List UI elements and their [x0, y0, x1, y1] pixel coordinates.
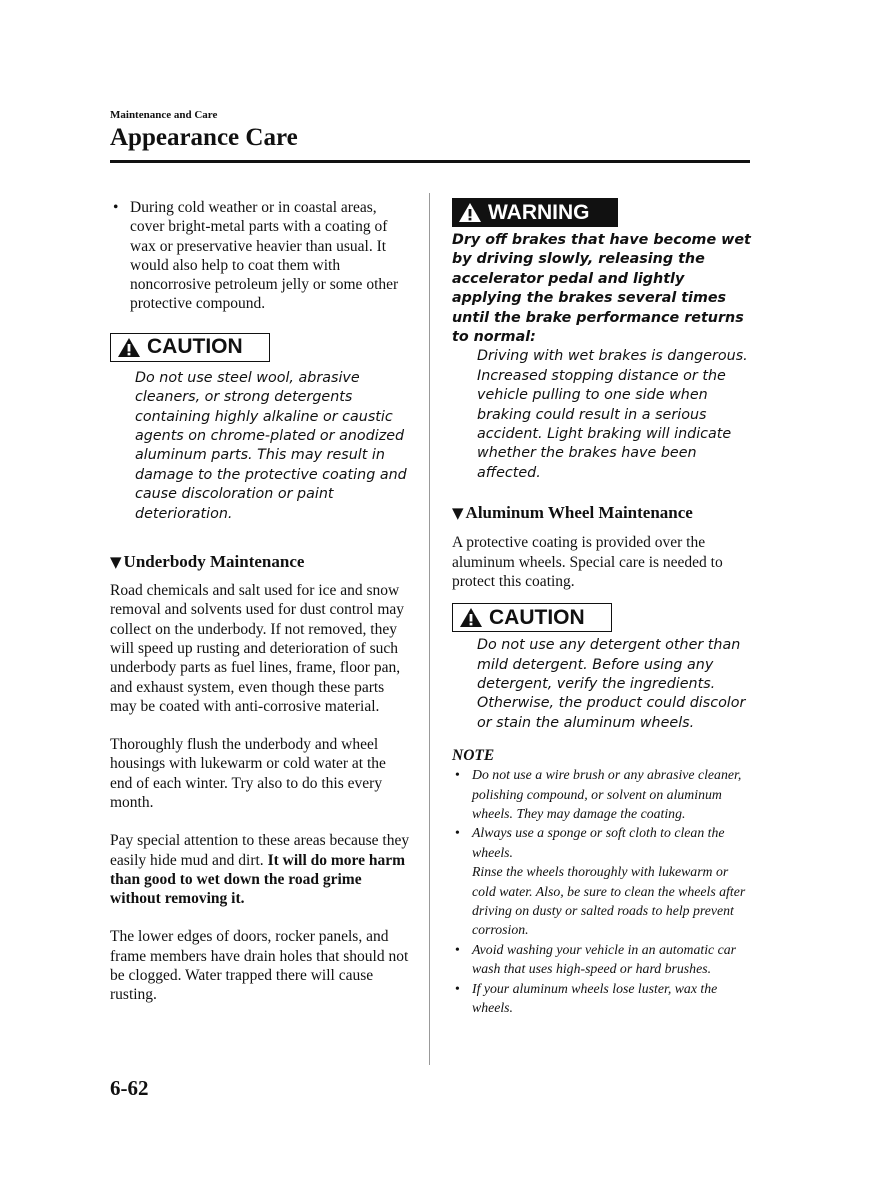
bullet-icon: • — [113, 199, 119, 216]
left-column — [110, 198, 410, 1005]
note-item — [452, 940, 752, 979]
drain-holes-paragraph: The lower edges of doors, rocker panels, and frame members have drain holes that should not be clogged. Water trapped there will cause rusting. — [110, 928, 409, 1004]
note-item-text: Do not use a wire brush or any abrasive cleaner, polishing compound, or solvent on aluminum wheels. They may damage the coating. — [472, 767, 742, 822]
note-item — [452, 823, 752, 939]
flush-paragraph: Thoroughly flush the underbody and wheel housings with lukewarm or cold water at the end of each winter. Try also to do this every month. — [110, 736, 386, 811]
aluminum-wheel-heading-label: Aluminum Wheel Maintenance — [465, 503, 693, 523]
warning-triangle-icon — [458, 202, 482, 223]
warning-triangle-icon — [459, 607, 483, 628]
triangle-down-icon: ▼ — [452, 504, 464, 523]
note-item-first-line: Always use a sponge or soft cloth to clean the wheels. — [472, 825, 725, 860]
coastal-bullet-text: During cold weather or in coastal areas, cover bright-metal parts with a coating of wax or preservative heavier than usual. It would also help to coat them with noncorrosive petroleum jelly or some other protective compound. — [130, 199, 399, 313]
underbody-paragraph: Road chemicals and salt used for ice and snow removal and solvents used for dust control may collect on the underbody. If not removed, they will speed up rusting and deterioration of such underbody parts as fuel lines, frame, floor pan, and exhaust system, even though these parts may be coated with anti-corrosive material. — [110, 582, 405, 715]
caution-banner — [452, 603, 612, 632]
attention-plain-text: Pay special attention to these areas because they easily hide mud and dirt. — [110, 832, 410, 869]
bullet-icon: • — [455, 825, 460, 841]
warning-label: WARNING — [488, 200, 590, 224]
warning-banner — [452, 198, 618, 227]
note-heading: NOTE — [452, 747, 495, 765]
note-item — [452, 979, 752, 1018]
aluminum-wheel-heading — [452, 503, 752, 523]
note-item-text: Avoid washing your vehicle in an automatic car wash that uses high-speed or hard brushes. — [472, 941, 737, 977]
bullet-icon: • — [455, 980, 460, 996]
note-item-continuation: Rinse the wheels thoroughly with lukewarm or cold water. Also, be sure to clean the wheels after driving on dusty or salted roads to help prevent corrosion. — [472, 864, 746, 938]
caution-label: CAUTION — [147, 335, 243, 359]
warning-lead-text: Dry off brakes that have become wet by driving slowly, releasing the accelerator pedal and lightly applying the brakes several times until the brake performance returns to normal: — [452, 232, 751, 346]
attention-paragraph — [110, 831, 410, 908]
caution-banner — [110, 333, 270, 362]
right-column — [452, 198, 752, 1017]
note-item-text — [472, 823, 752, 939]
underbody-heading — [110, 552, 410, 572]
section-label: Maintenance and Care — [110, 109, 218, 121]
underbody-heading-label: Underbody Maintenance — [123, 552, 305, 572]
wheel-paragraph: A protective coating is provided over the aluminum wheels. Special care is needed to protect this coating. — [452, 534, 723, 590]
attention-bold-text: It will do more harm than good to wet down the road grime without removing it. — [110, 851, 406, 908]
bullet-icon: • — [455, 941, 460, 957]
note-item — [452, 765, 752, 823]
wheel-caution-text: Do not use any detergent other than mild detergent. Before using any detergent, verify the ingredients. Otherwise, the product could discolor or stain the aluminum wheels. — [477, 637, 746, 731]
caution-text: Do not use steel wool, abrasive cleaners, or strong detergents containing highly alkaline or caustic agents on chrome-plated or anodized aluminum parts. This may result in damage to the protective coating and cause discoloration or paint deterioration. — [135, 369, 407, 522]
note-item-text: If your aluminum wheels lose luster, wax the wheels. — [472, 980, 718, 1016]
page-title: Appearance Care — [110, 124, 298, 151]
warning-detail-text: Driving with wet brakes is dangerous. Increased stopping distance or the vehicle pulling to one side when braking could result in a serious accident. Light braking will indicate whether the brakes have been affected. — [477, 348, 748, 481]
column-divider — [429, 193, 430, 1065]
title-rule — [110, 160, 750, 163]
page-number: 6-62 — [110, 1076, 149, 1100]
bullet-icon: • — [455, 767, 460, 783]
caution-label: CAUTION — [489, 605, 585, 629]
warning-triangle-icon — [117, 337, 141, 358]
list-item — [110, 198, 410, 314]
triangle-down-icon: ▼ — [110, 553, 122, 572]
